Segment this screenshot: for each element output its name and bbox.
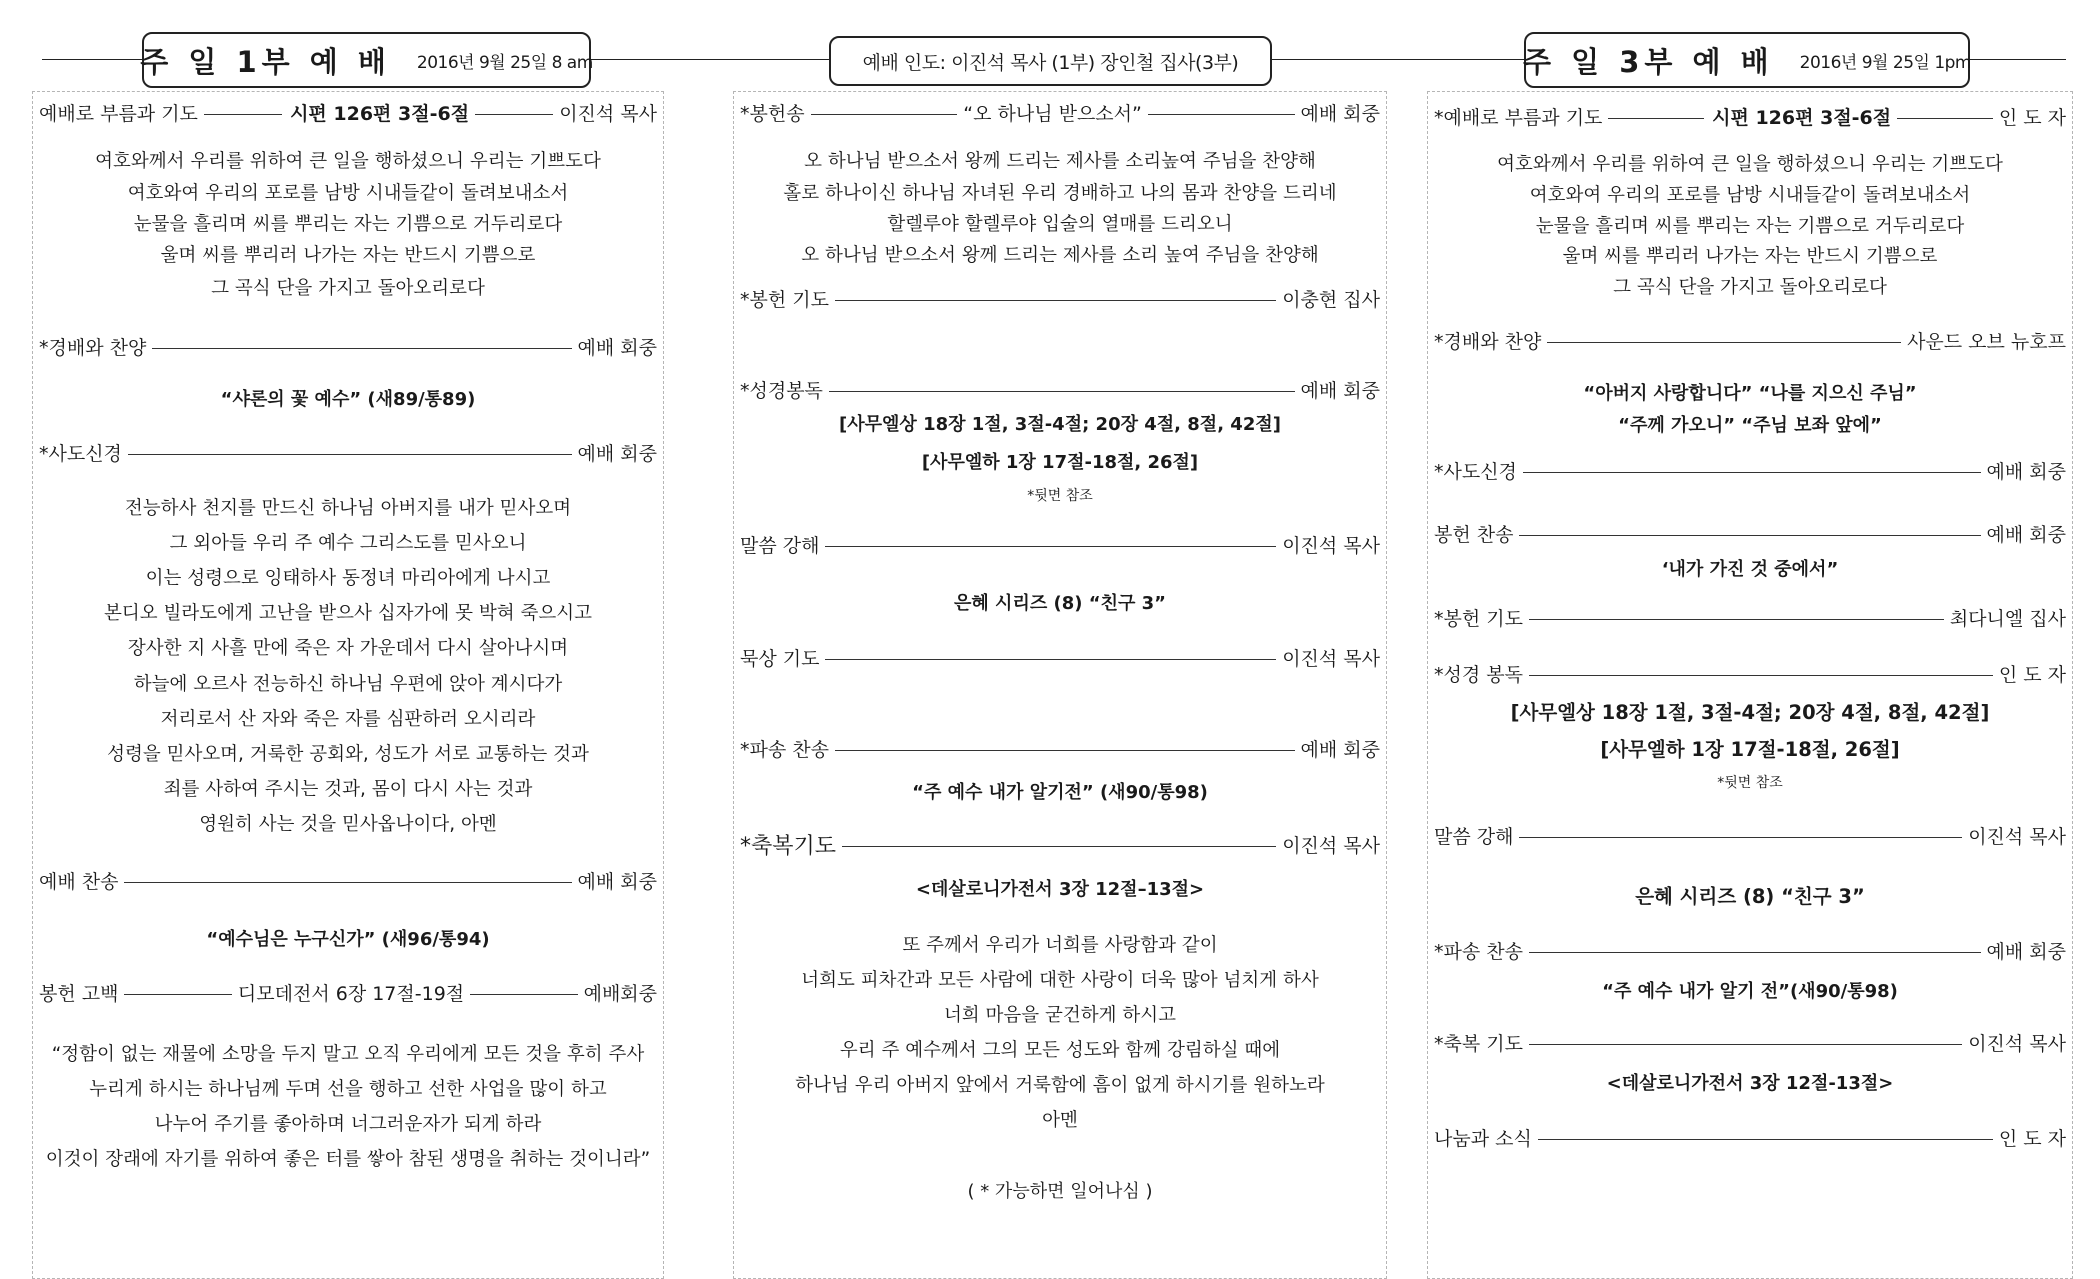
hymn-label: 예배 찬송 [39,871,119,893]
sermon-label: 말씀 강해 [1434,826,1514,848]
reading-leader: 인 도 자 [1998,664,2066,686]
offhymn-label: *봉헌송 [740,103,805,125]
leader-line [835,750,1295,751]
praise-row [1434,330,2066,356]
service1-title: 주 일 1부 예 배 [140,44,391,79]
sending-leader: 예배 회중 [1986,941,2066,963]
worship-leaders: 예배 인도: 이진석 목사 (1부) 장인철 집사(3부) [862,51,1239,74]
leader-line [835,300,1276,301]
leader-line [1529,1044,1962,1045]
call-text-3: 눈물을 흘리며 씨를 뿌리는 자는 기쁨으로 거두리로다 [133,214,563,235]
creed-line-5: 장사한 지 사흘 만에 죽은 자 가운데서 다시 살아나시며 [127,638,569,659]
sending-hymn-row [740,738,1380,764]
blessing-text-5: 하나님 우리 아버지 앞에서 거룩함에 흠이 없게 하시기를 원하노라 [795,1075,1325,1096]
creed-line-2: 그 외아들 우리 주 예수 그리스도를 믿사오니 [169,533,527,554]
offhymn-song: ‘내가 가진 것 중에서” [1661,559,1839,580]
announcements-row [1434,1127,2066,1153]
praise-song: “샤론의 꽃 예수” (새89/통89) [220,389,476,410]
sermon-leader: 이진석 목사 [1282,535,1380,557]
sending-hymn-row [1434,940,2066,966]
offertory-row [740,102,1380,128]
leader-line [1538,1139,1993,1140]
service1-header [142,32,591,88]
leader-line [825,546,1276,547]
reading-ref-2: [사무엘하 1장 17절-18절, 26절] [1600,738,1900,761]
creed-label: *사도신경 [39,443,122,465]
leader-line [1519,535,1980,536]
offhymn-label: 봉헌 찬송 [1434,524,1514,546]
creed-label: *사도신경 [1434,461,1517,483]
sermon-label: 말씀 강해 [740,535,820,557]
header-rule-mid2 [1268,59,1524,60]
offering-text-2: 누리게 하시는 하나님께 두며 선을 행하고 선한 사업을 많이 하고 [89,1079,607,1100]
blessing-label: *축복 기도 [1434,1033,1523,1055]
blessing-text-2: 너희도 피차간과 모든 사람에 대한 사랑이 더욱 많아 넘치게 하사 [801,970,1319,991]
leaders-header [829,36,1272,86]
praise-songs-1: “아버지 사랑합니다” “나를 지으신 주님” [1583,383,1917,404]
reading-leader: 예배 회중 [1300,380,1380,402]
hymn-leader: 예배 회중 [577,871,657,893]
praise-row [39,336,657,362]
reading-note: *뒷면 참조 [1717,775,1783,791]
offprayer-leader: 이충현 집사 [1282,289,1380,311]
sending-label: *파송 찬송 [740,739,829,761]
offering-prayer-row [1434,607,2066,633]
creed-row [1434,460,2066,486]
creed-line-6: 하늘에 오르사 전능하신 하나님 우편에 앉아 계시다가 [133,674,563,695]
silent-leader: 이진석 목사 [1282,648,1380,670]
reading-row [1434,663,2066,689]
offhymn-title: “오 하나님 받으소서” [963,103,1142,125]
leader-line [825,659,1276,660]
silent-prayer-row [740,647,1380,673]
blessing-leader: 이진석 목사 [1968,1033,2066,1055]
blessing-label: *축복기도 [740,834,837,859]
call-text-2: 여호와여 우리의 포로를 남방 시내들같이 돌려보내소서 [1529,185,1971,206]
offering-scripture: 디모데전서 6장 17절-19절 [237,983,465,1005]
service1-column [32,91,664,1279]
call-leader: 인 도 자 [1998,107,2067,129]
offhymn-text-2: 홀로 하나이신 하나님 자녀된 우리 경배하고 나의 몸과 찬양을 드리네 [783,183,1337,204]
blessing-text-4: 우리 주 예수께서 그의 모든 성도와 함께 강림하실 때에 [839,1040,1281,1061]
creed-line-4: 본디오 빌라도에게 고난을 받으사 십자가에 못 박혀 죽으시고 [104,603,592,624]
leader-line [829,391,1295,392]
blessing-text-6: 아멘 [1042,1110,1078,1131]
creed-line-9: 죄를 사하여 주시는 것과, 몸이 다시 사는 것과 [163,779,533,800]
creed-row [39,442,657,468]
leader-line [124,882,571,883]
offering-label: 봉헌 고백 [39,983,119,1005]
hymn-row [39,870,657,896]
sermon-leader: 이진석 목사 [1968,826,2066,848]
service3-title: 주 일 3부 예 배 [1523,44,1774,79]
leader-line [470,994,577,995]
praise-label: *경배와 찬양 [39,337,147,359]
call-to-worship-row [1434,106,2066,132]
leader-line [1547,342,1901,343]
call-label: 예배로 부름과 기도 [39,103,198,125]
call-text-2: 여호와여 우리의 포로를 남방 시내들같이 돌려보내소서 [127,183,569,204]
offering-text-3: 나누어 주기를 좋아하며 너그러운자가 되게 하라 [154,1114,542,1135]
offering-leader: 예배회중 [583,983,658,1005]
blessing-ref: <데살로니가전서 3장 12절-13절> [1606,1073,1894,1094]
leader-line [1529,619,1944,620]
leader-line [842,846,1276,847]
reading-row [740,379,1380,405]
header-rule-right [1966,59,2066,60]
service1-date: 2016년 9월 25일 8 am [416,52,593,73]
sermon-title: 은혜 시리즈 (8) “친구 3” [1635,885,1865,908]
leader-line [475,114,553,115]
offering-text-4: 이것이 장래에 자기를 위하여 좋은 터를 쌓아 참된 생명을 취하는 것이니라” [45,1149,651,1170]
benediction-row [740,832,1380,862]
leader-line [128,454,572,455]
leader-line [1529,675,1993,676]
call-scripture: 시편 126편 3절-6절 [1712,107,1892,129]
leader-line [1897,118,1993,119]
leader-line [124,994,231,995]
creed-line-1: 전능하사 천지를 만드신 하나님 아버지를 내가 믿사오며 [124,498,572,519]
creed-line-8: 성령을 믿사오며, 거룩한 공회와, 성도가 서로 교통하는 것과 [107,744,589,765]
reading-ref-1: [사무엘상 18장 1절, 3절-4절; 20장 4절, 8절, 42절] [1510,701,1990,724]
sending-song: “주 예수 내가 알기 전”(새90/통98) [1602,981,1898,1002]
blessing-ref: <데살로니가전서 3장 12절–13절> [915,879,1205,900]
leader-line [1519,837,1962,838]
sending-song: “주 예수 내가 알기전” (새90/통98) [912,782,1208,803]
offering-confession-row [39,982,657,1008]
sermon-row [740,534,1380,560]
call-text-4: 울며 씨를 뿌리러 나가는 자는 반드시 기쁨으로 [1562,246,1938,267]
sermon-row [1434,825,2066,851]
sending-leader: 예배 회중 [1300,739,1380,761]
service3-header [1524,32,1970,88]
service3-column [1427,91,2073,1279]
reading-label: *성경봉독 [740,380,823,402]
news-leader: 인 도 자 [1998,1128,2066,1150]
reading-ref-1: [사무엘상 18장 1절, 3절-4절; 20장 4절, 8절, 42절] [839,414,1281,435]
creed-leader: 예배 회중 [1986,461,2066,483]
praise-label: *경배와 찬양 [1434,331,1542,353]
creed-line-7: 저리로서 산 자와 죽은 자를 심판하러 오시리라 [160,709,536,730]
praise-leader: 사운드 오브 뉴호프 [1907,331,2066,353]
call-scripture: 시편 126편 3절-6절 [290,103,470,125]
reading-label: *성경 봉독 [1434,664,1523,686]
leader-line [1529,952,1981,953]
leader-line [204,114,282,115]
news-label: 나눔과 소식 [1434,1128,1532,1150]
sending-label: *파송 찬송 [1434,941,1523,963]
header-rule-mid1 [587,59,829,60]
offering-prayer-row [740,288,1380,314]
offprayer-leader: 최다니엘 집사 [1949,608,2066,630]
offhymn-leader: 예배 회중 [1300,103,1381,125]
blessing-text-1: 또 주께서 우리가 너희를 사랑함과 같이 [902,935,1218,956]
offertory-row [1434,523,2066,549]
call-to-worship-row [39,102,657,128]
call-text-5: 그 곡식 단을 가지고 돌아오리로다 [211,278,485,299]
silent-label: 묵상 기도 [740,648,820,670]
call-label: *예배로 부름과 기도 [1434,107,1603,129]
offhymn-text-3: 할렐루야 할렐루야 입술의 열매를 드리오니 [887,214,1233,235]
praise-leader: 예배 회중 [577,337,657,359]
creed-line-10: 영원히 사는 것을 믿사옵나이다, 아멘 [199,814,497,835]
offprayer-label: *봉헌 기도 [1434,608,1523,630]
creed-line-3: 이는 성령으로 잉태하사 동정녀 마리아에게 나시고 [145,568,551,589]
call-text-1: 여호와께서 우리를 위하여 큰 일을 행하셨으니 우리는 기쁘도다 [95,151,601,172]
blessing-text-3: 너희 마음을 굳건하게 하시고 [943,1005,1177,1026]
call-text-5: 그 곡식 단을 가지고 돌아오리로다 [1613,277,1887,298]
reading-note: *뒷면 참조 [1027,488,1093,504]
leader-line [152,348,571,349]
order-column [733,91,1387,1279]
creed-leader: 예배 회중 [577,443,657,465]
offhymn-text-1: 오 하나님 받으소서 왕께 드리는 제사를 소리높여 주님을 찬양해 [804,151,1316,172]
call-text-3: 눈물을 흘리며 씨를 뿌리는 자는 기쁨으로 거두리로다 [1535,216,1965,237]
leader-line [1148,114,1295,115]
header-rule-left [42,59,142,60]
call-text-4: 울며 씨를 뿌리러 나가는 자는 반드시 기쁨으로 [160,245,536,266]
offhymn-leader: 예배 회중 [1986,524,2066,546]
hymn-song: “예수님은 누구신가” (새96/통94) [206,929,490,950]
blessing-leader: 이진석 목사 [1282,835,1380,858]
offhymn-text-4: 오 하나님 받으소서 왕께 드리는 제사를 소리 높여 주님을 찬양해 [801,245,1319,266]
service3-date: 2016년 9월 25일 1pm [1799,52,1971,73]
sermon-title: 은혜 시리즈 (8) “친구 3” [954,593,1166,614]
reading-ref-2: [사무엘하 1장 17절-18절, 26절] [921,452,1199,473]
leader-line [1608,118,1704,119]
call-leader: 이진석 목사 [559,103,658,125]
offering-text-1: “정함이 없는 재물에 소망을 두지 말고 오직 우리에게 모든 것을 후히 주사 [51,1044,645,1065]
benediction-row [1434,1032,2066,1058]
leader-line [811,114,958,115]
standing-footnote: ( * 가능하면 일어나심 ) [967,1181,1153,1202]
praise-songs-2: “주께 가오니” “주님 보좌 앞에” [1618,415,1882,436]
offprayer-label: *봉헌 기도 [740,289,829,311]
leader-line [1523,472,1981,473]
call-text-1: 여호와께서 우리를 위하여 큰 일을 행하셨으니 우리는 기쁘도다 [1497,154,2003,175]
